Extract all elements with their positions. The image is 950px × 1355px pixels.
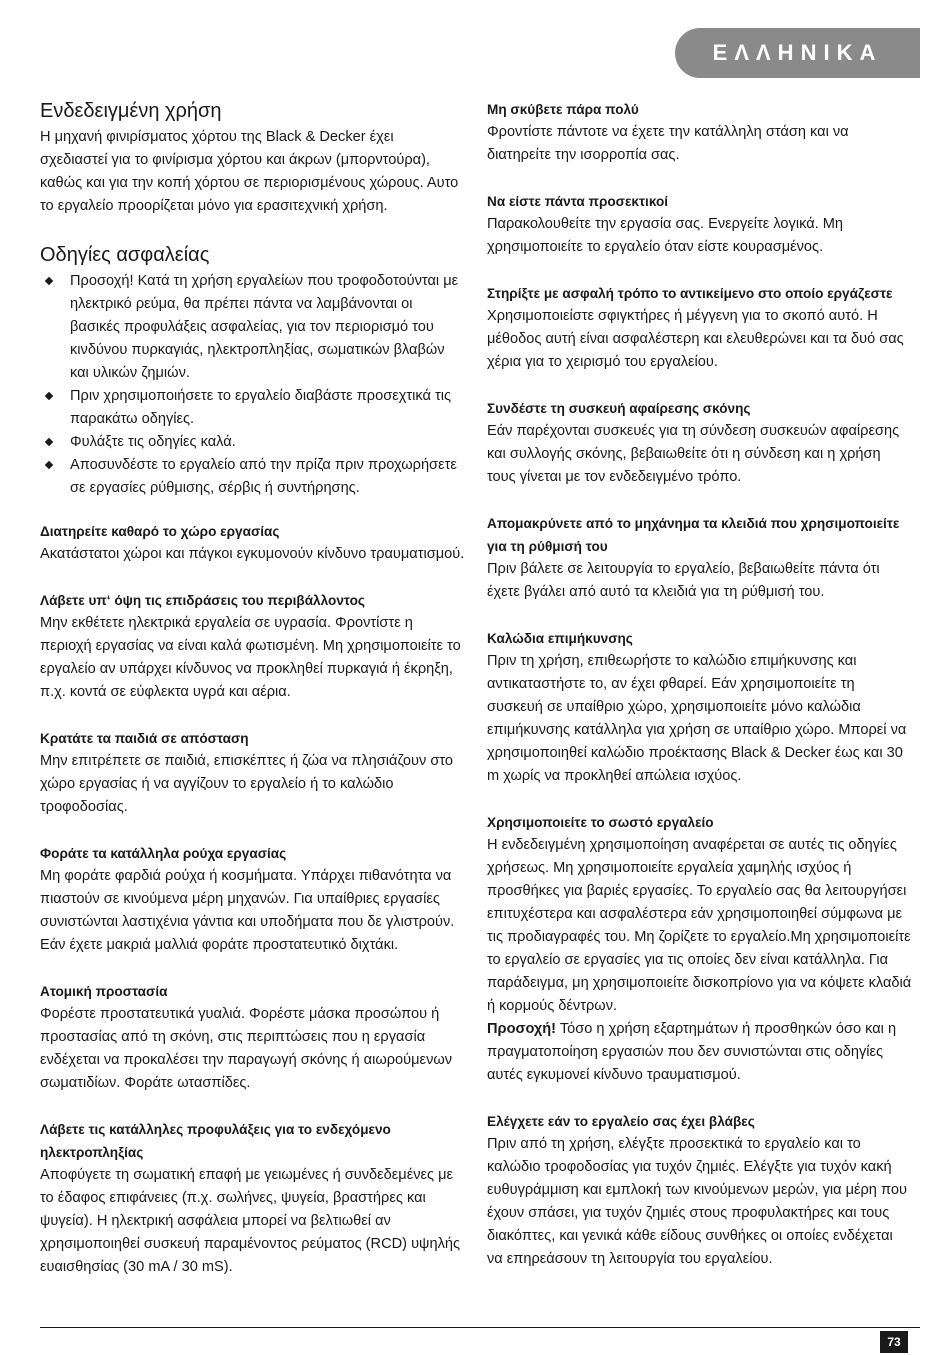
correct-tool-section [487,811,912,1087]
section-title: Συνδέστε τη συσκευή αφαίρεσης σκόνης [487,401,751,416]
section-title: Στηρίξτε με ασφαλή τρόπο το αντικείμενο στο οποίο εργάζεστε [487,286,893,301]
section-title: Καλώδια επιμήκυνσης [487,631,633,646]
workplace-section [40,520,465,566]
keys-section [487,512,912,604]
extension-cable-section [487,627,912,788]
section-body: Πριν τη χρήση, επιθεωρήστε το καλώδιο επιμήκυνσης και αντικαταστήστε το, αν έχει φθαρεί. Εάν χρησιμοποιείτε τη συσκευή σε υπαίθριο χώρο, χρησιμοποιείτε μόνο καλώδια επιμήκυνσης κατάλληλα για χρήση σε υπαίθριο χώρο. Μπορεί να χρησιμοποιηθεί καλώδιο προέκτασης Black & Decker έως και 30 m χωρίς να προκληθεί απώλεια ισχύος. [487,653,907,784]
language-tab: ΕΛΛΗΝΙΚΑ [675,28,920,78]
section-title: Απομακρύνετε από το μηχάνημα τα κλειδιά που χρησιμοποιείτε για τη ρύθμισή του [487,516,900,554]
alert-section [487,190,912,259]
section-title: Κρατάτε τα παιδιά σε απόσταση [40,731,249,746]
children-section [40,727,465,819]
section-title: Χρησιμοποιείτε το σωστό εργαλείο [487,815,714,830]
section-body: Πριν βάλετε σε λειτουργία το εργαλείο, βεβαιωθείτε πάντα ότι έχετε βγάλει από αυτό τα κλειδιά για τη ρύθμισή του. [487,561,880,600]
section-body: Φροντίστε πάντοτε να έχετε την κατάλληλη στάση και να διατηρείτε την ισορροπία σας. [487,124,849,163]
section-body: Πριν από τη χρήση, ελέγξτε προσεκτικά το εργαλείο και το καλώδιο τροφοδοσίας για τυχόν ζημιές. Ελέγξτε για τυχόν κακή ευθυγράμμιση και εμπλοκή των κινούμενων μερών, για μέρη που έχουν σπάσει, για τυχόν ζημιές στους προφυλακτήρες και τους διακόπτες, και γενικά κάθε είδους συνθήκες οι οποίες ενδέχεται να επηρεάσουν τη λειτουργία του εργαλείου. [487,1136,907,1267]
dust-section [487,397,912,489]
warning-paragraph [487,1018,912,1087]
section-body: Ακατάστατοι χώροι και πάγκοι εγκυμονούν κίνδυνο τραυματισμού. [40,546,465,562]
warning-text: Τόσο η χρήση εξαρτημάτων ή προσθηκών όσο και η πραγματοποίηση εργασιών που δεν συνιστώνται στις οδηγίες αυτές εγκυμονεί κίνδυνο τραυματισμού. [487,1021,897,1083]
protection-section [40,980,465,1095]
section-body: Αποφύγετε τη σωματική επαφή με γειωμένες ή συνδεδεμένες με το έδαφος επιφάνειες (π.χ. σωλήνες, ψυγεία, βραστήρες και ψυγεία). Η ηλεκτρική ασφάλεια μπορεί να βελτιωθεί αν χρησιμοποιηθεί συσκευή παραμένοντος ρεύματος (RCD) υψηλής ευαισθησίας (30 mA / 30 mS). [40,1167,461,1275]
electric-shock-section [40,1118,465,1279]
section-body: Χρησιμοποιείστε σφιγκτήρες ή μέγγενη για το σκοπό αυτό. Η μέθοδος αυτή είναι ασφαλέστερη και ελευθερώνει και τα δυό σας χέρια για το χειρισμό του εργαλείου. [487,308,904,370]
section-title: Μη σκύβετε πάρα πολύ [487,102,639,117]
safety-title: Οδηγίες ασφαλείας [40,244,210,266]
section-body: Μην επιτρέπετε σε παιδιά, επισκέπτες ή ζώα να πλησιάζουν στο χώρο εργασίας ή να αγγίζουν το εργαλείο ή το καλώδιο τροφοδοσίας. [40,753,454,815]
section-title: Να είστε πάντα προσεκτικοί [487,194,669,209]
section-title: Λάβετε τις κατάλληλες προφυλάξεις για το ενδεχόμενο ηλεκτροπληξίας [40,1122,391,1160]
section-body: Μην εκθέτετε ηλεκτρικά εργαλεία σε υγρασία. Φροντίστε η περιοχή εργασίας να είναι καλά φωτισμένη. Μη χρησιμοποιείτε το εργαλείο αν υπάρχει κίνδυνος να προκληθεί πυρκαγιά ή έκρηξη, π.χ. κοντά σε εύφλεκτα υγρά και αέρια. [40,615,461,700]
posture-section [487,98,912,167]
section-body: Η ενδεδειγμένη χρησιμοποίηση αναφέρεται σε αυτές τις οδηγίες χρήσεως. Μη χρησιμοποιείτε εργαλεία χαμηλής ισχύος ή προσθήκες για βαριές εργασίες. Το εργαλείο σας θα λειτουργήσει επιτυχέστερα και ασφαλέστερα εάν χρησιμοποιηθεί σύμφωνα με τις προδιαγραφές του. Μη ζορίζετε το εργαλείο.Μη χρησιμοποιείτε το εργαλείο σε εργασίες για τις οποίες δεν είναι κατάλληλα. Για παράδειγμα, μη χρησιμοποιείτε δισκοπρίονο για να κόψετε κλαδιά ή κορμούς δέντρων. [487,837,912,1014]
intended-use-body: Η μηχανή φινιρίσματος χόρτου της Black & Decker έχει σχεδιαστεί για το φινίρισμα χόρτου και άκρων (μπορντούρα), καθώς και για την κοπή χόρτου σε περιορισμένους χώρους. Αυτο το εργαλείο προορίζεται μόνο για ερασιτεχνική χρήση. [40,129,459,214]
footer-rule [40,1327,920,1328]
left-column [40,98,465,1302]
environment-section [40,589,465,704]
section-title: Ελέγχετε εάν το εργαλείο σας έχει βλάβες [487,1114,755,1129]
bullet-diamond-icon [45,438,53,446]
safety-list [40,270,465,500]
safety-bullet: Πριν χρησιμοποιήσετε το εργαλείο διαβάστε προσεχτικά τις παρακάτω οδηγίες. [40,385,465,431]
section-title: Φοράτε τα κατάλληλα ρούχα εργασίας [40,846,287,861]
clothing-section [40,842,465,957]
section-body: Μη φοράτε φαρδιά ρούχα ή κοσμήματα. Υπάρχει πιθανότητα να πιαστούν σε κινούμενα μέρη μηχανών. Για υπαίθριες εργασίες συνιστώνται λαστιχένια γάντια και υποδήματα που δε γλιστρούν. Εάν έχετε μακριά μαλλιά φοράτε προστατευτικό διχτάκι. [40,868,455,953]
right-column [487,98,912,1294]
page-number: 73 [880,1331,908,1353]
safety-section [40,242,465,500]
intended-use-section [40,98,465,218]
bullet-diamond-icon [45,277,53,285]
safety-bullet: Προσοχή! Κατά τη χρήση εργαλείων που τροφοδοτούνται με ηλεκτρικό ρεύμα, θα πρέπει πάντα να λαμβάνονται οι βασικές προφυλάξεις ασφαλείας, για τον περιορισμό του κινδύνου πυρκαγιάς, ηλεκτροπληξίας, σωματικών βλαβών και υλικών ζημιών. [40,270,465,385]
warning-label: Προσοχή! [487,1021,557,1037]
section-title: Διατηρείτε καθαρό το χώρο εργασίας [40,524,280,539]
section-body: Εάν παρέχονται συσκευές για τη σύνδεση συσκευών αφαίρεσης και συλλογής σκόνης, βεβαιωθείτε ότι η σύνδεση και η χρήση τους γίνεται με τον ενδεδειγμένο τρόπο. [487,423,900,485]
bullet-diamond-icon [45,461,53,469]
safety-bullet: Φυλάξτε τις οδηγίες καλά. [40,431,465,454]
section-title: Ατομική προστασία [40,984,168,999]
secure-work-section [487,282,912,374]
intended-use-title: Ενδεδειγμένη χρήση [40,100,222,122]
section-title: Λάβετε υπ‘ όψη τις επιδράσεις του περιβάλλοντος [40,593,365,608]
section-body: Παρακολουθείτε την εργασία σας. Ενεργείτε λογικά. Μη χρησιμοποιείτε το εργαλείο όταν είστε κουρασμένος. [487,216,844,255]
safety-bullet: Αποσυνδέστε το εργαλείο από την πρίζα πριν προχωρήσετε σε εργασίες ρύθμισης, σέρβις ή συντήρησης. [40,454,465,500]
damage-check-section [487,1110,912,1271]
section-body: Φορέστε προστατευτικά γυαλιά. Φορέστε μάσκα προσώπου ή προστασίας από τη σκόνη, στις περιπτώσεις που η εργασία ενδέχεται να προκαλέσει την παραγωγή σκόνης ή αιωρούμενων σωματιδίων. Φοράτε ωτασπίδες. [40,1006,453,1091]
bullet-diamond-icon [45,392,53,400]
